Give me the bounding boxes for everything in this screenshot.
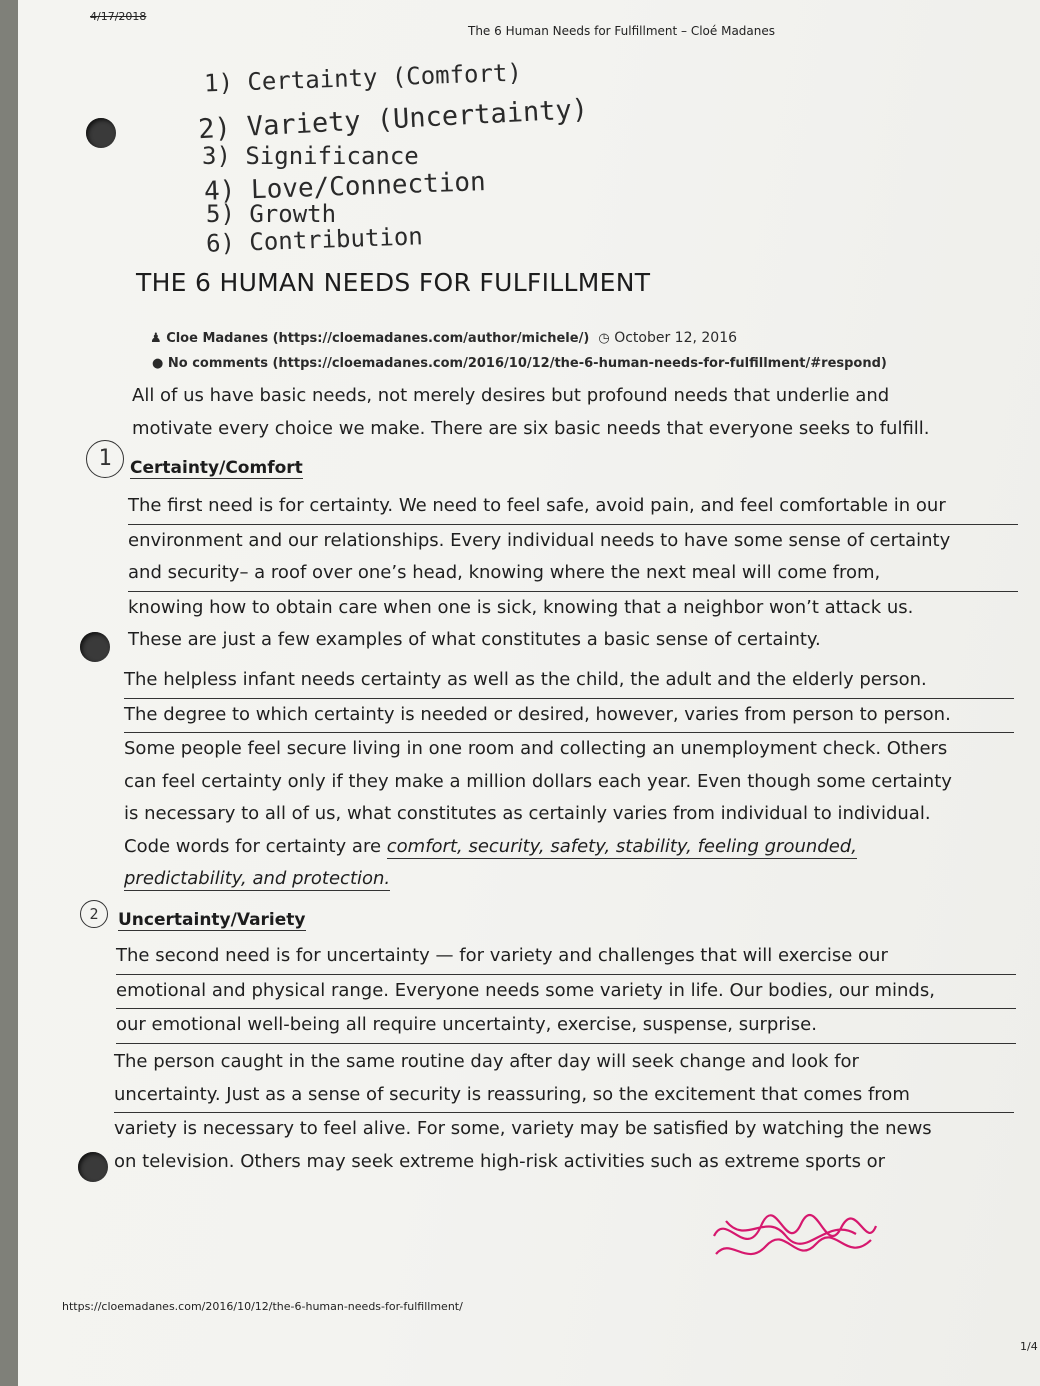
text-line: environment and our relationships. Every individual needs to have some sense of certainty	[128, 529, 951, 551]
article-title: THE 6 HUMAN NEEDS FOR FULFILLMENT	[136, 268, 651, 297]
user-icon: ♟	[150, 331, 162, 346]
text-line: All of us have basic needs, not merely desires but profound needs that underlie and	[132, 385, 890, 406]
text-span: Code words for certainty are	[124, 835, 387, 857]
section-heading-certainty: Certainty/Comfort	[130, 458, 303, 478]
print-date: 4/17/2018	[90, 10, 147, 23]
text-line: and security– a roof over one’s head, knowing where the next meal will come from,	[128, 557, 1018, 592]
article-author[interactable]: Cloe Madanes (https://cloemadanes.com/author/michele/)	[166, 331, 590, 346]
clock-icon: ◷	[598, 331, 610, 346]
text-line: emotional and physical range. Everyone needs some variety in life. Our bodies, our minds,	[116, 975, 1016, 1010]
variety-paragraph-2	[114, 1046, 1014, 1178]
text-line: These are just a few examples of what constitutes a basic sense of certainty.	[128, 629, 821, 650]
article-comments-link[interactable]: No comments (https://cloemadanes.com/2016/10/12/the-6-human-needs-for-fulfillment/#respond)	[167, 356, 887, 371]
footer-url: https://cloemadanes.com/2016/10/12/the-6-human-needs-for-fulfillment/	[62, 1300, 463, 1313]
text-line: on television. Others may seek extreme high-risk activities such as extreme sports or	[114, 1150, 886, 1172]
binder-hole	[78, 1152, 108, 1182]
article-author-line	[150, 330, 737, 346]
page-number: 1/4	[1020, 1340, 1038, 1353]
handwritten-item: 2) Variety (Uncertainty)	[197, 93, 589, 146]
text-line: is necessary to all of us, what constitutes as certainly varies from individual to individual.	[124, 803, 931, 824]
text-line: The second need is for uncertainty — for variety and challenges that will exercise our	[116, 940, 1016, 975]
certainty-paragraph-1	[128, 490, 1018, 657]
handwritten-item: 5) Growth	[206, 200, 337, 228]
binder-hole	[80, 632, 110, 662]
code-words-line	[124, 831, 1014, 864]
handwritten-item: 4) Love/Connection	[203, 167, 487, 207]
handwritten-item: 3) Significance	[202, 142, 419, 170]
binder-hole	[86, 118, 116, 148]
intro-paragraph	[132, 380, 1012, 445]
text-line: The first need is for certainty. We need to feel safe, avoid pain, and feel comfortable in our	[128, 490, 1018, 525]
code-words-italic: predictability, and protection.	[124, 868, 391, 889]
article-date: October 12, 2016	[614, 330, 738, 346]
text-line: motivate every choice we make. There are six basic needs that everyone seeks to fulfill.	[132, 417, 930, 439]
handwritten-item: 6) Contribution	[205, 222, 424, 258]
document-page	[18, 0, 1040, 1386]
code-words-line	[124, 863, 1014, 896]
text-line: knowing how to obtain care when one is sick, knowing that a neighbor won’t attack us.	[128, 596, 914, 618]
text-line: The helpless infant needs certainty as well as the child, the adult and the elderly person.	[124, 664, 1014, 699]
certainty-paragraph-2	[124, 664, 1014, 896]
handwritten-item: 1) Certainty (Comfort)	[203, 58, 523, 98]
text-line: our emotional well-being all require uncertainty, exercise, suspense, surprise.	[116, 1009, 1016, 1044]
text-line: can feel certainty only if they make a million dollars each year. Even though some certainty	[124, 770, 952, 792]
pink-scribble	[706, 1206, 886, 1272]
section-heading-variety: Uncertainty/Variety	[118, 910, 306, 930]
text-line: The person caught in the same routine day after day will seek change and look for	[114, 1051, 859, 1072]
variety-paragraph-1	[116, 940, 1016, 1044]
text-line: The degree to which certainty is needed or desired, however, varies from person to person.	[124, 699, 1014, 734]
text-line: uncertainty. Just as a sense of security is reassuring, so the excitement that comes from	[114, 1079, 1014, 1114]
handwritten-number-2: 2	[80, 900, 108, 928]
code-words-italic: comfort, security, safety, stability, feeling grounded,	[386, 835, 857, 857]
text-line: variety is necessary to feel alive. For some, variety may be satisfied by watching the news	[114, 1118, 932, 1139]
handwritten-number-1: 1	[86, 440, 124, 478]
article-comments-line	[152, 356, 887, 371]
comment-icon: ●	[152, 356, 164, 371]
text-line: Some people feel secure living in one room and collecting an unemployment check. Others	[124, 738, 948, 759]
print-header-title: The 6 Human Needs for Fulfillment – Cloé Madanes	[468, 24, 776, 38]
